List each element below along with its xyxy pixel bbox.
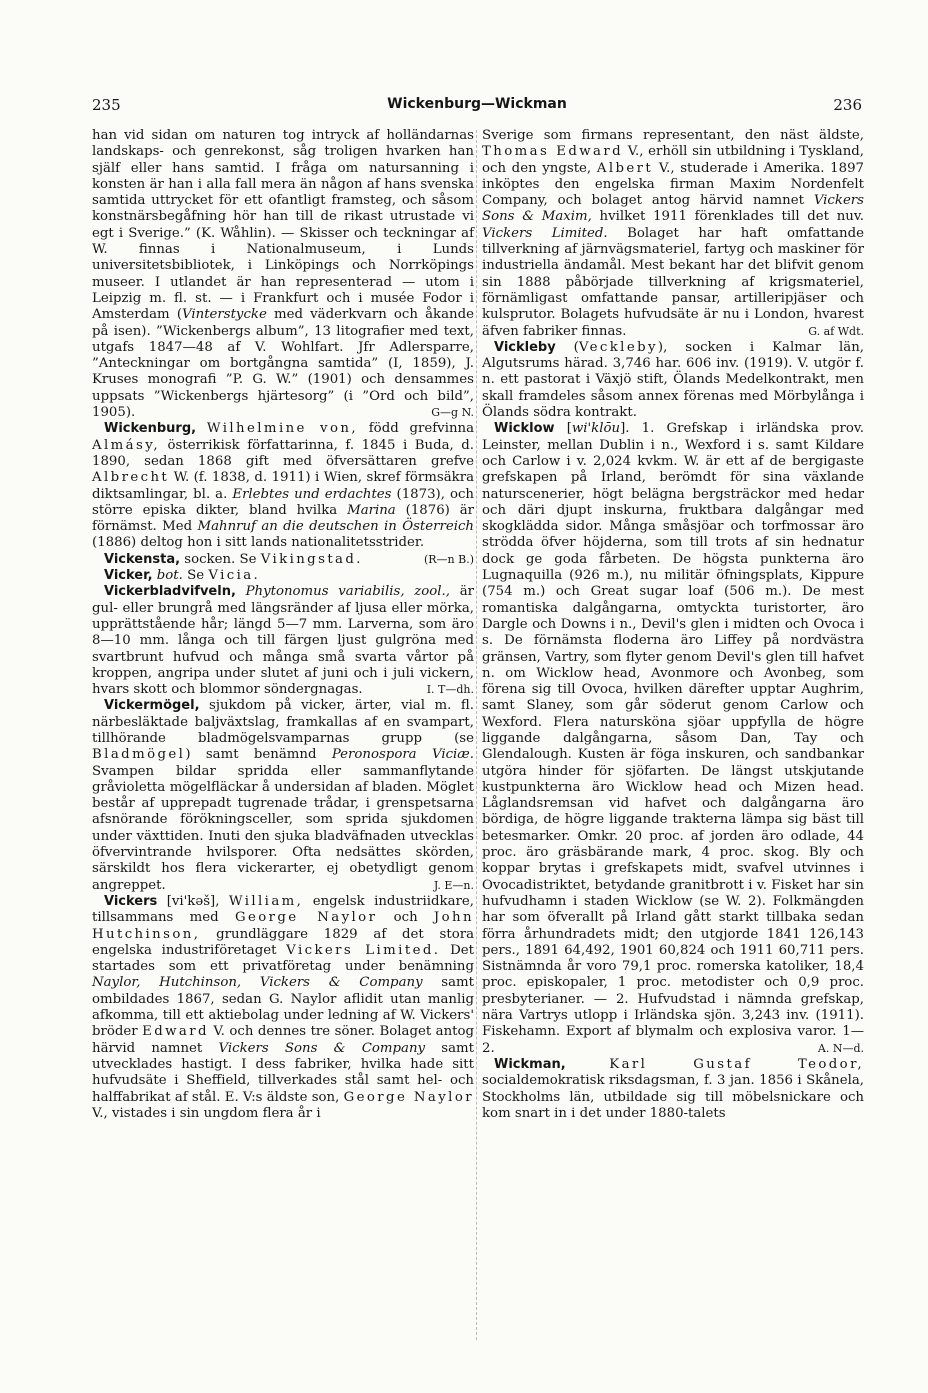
headword: Vicker, [104,568,153,584]
entry-wickenberg-continued: han vid sidan om naturen tog intryck af holländarnas landskaps- och genrekonst, såg troligen hvarken han själf eller hans samtid. I fråga om natursanning i konsten är han i alla fall mera än någon af hans svenska samtida uttrycket för ett ofantligt framsteg, och såsom konstnärsbegåfning hör han till de rikast utrustade vi egt i Sverige.” (K. Wåhlin). — Skisser och teckningar af W. finnas i Nationalmuseum, i Lunds universitetsbibliotek, i Linköpings och Norrköpings museer. I utlandet är han representerad — utom i Leipzig m. fl. st. — i Frankfurt och i musée Fodor i Amsterdam (Vinterstycke med väderkvarn och åkande på isen). ”Wickenbergs album”, 13 litografier med text, utgafs 1847—48 af V. Wohlfart. Jfr Adlersparre, ”Anteckningar om bortgångna samtida” (I, 1859), J. Kruses monografi ”P. G. W.” (1901) och densammes uppsats ”Wickenbergs hjärtesorg” (i ”Ord och bild”, 1905). G—g N. [92,128,474,421]
headword: Wickman, [494,1056,566,1072]
author-signature: I. T—dh. [426,683,474,697]
entry-wickman: Wickman, Karl Gustaf Teodor, socialdemokratisk riksdagsman, f. 3 jan. 1856 i Skånela, Stockholms län, utbildade sig till möbelsnickare och kom snart in i det under 1880-talets [482,1056,865,1121]
author-signature: G—g N. [431,406,474,420]
entry-vickleby: Vickleby (Veckleby), socken i Kalmar län, Algutsrums härad. 3,746 har. 606 inv. (1919). V. utgör f. n. ett pastorat i Växjö stift, Ölands Medelkontrakt, men skall framdeles såsom annex förenas med Mörbylånga i Ölands södra kontrakt. [482,339,864,421]
page-header [92,96,862,116]
author-signature: J. E—n. [433,878,474,892]
running-title: Wickenburg—Wickman [387,96,567,112]
author-signature: A. N—d. [817,1041,864,1055]
headword: Vickleby [494,339,556,355]
entry-vickers-continued: Sverige som firmans representant, den näst äldste, Thomas Edward V., erhöll sin utbildning i Tyskland, och den yngste, Albert V., studerade i Amerika. 1897 inköptes den engelska firman Maxim Nordenfelt Company, och bolaget antog härvid namnet Vickers Sons & Maxim, hvilket 1911 förenklades till det nuv. Vickers Limited. Bolaget har haft omfattande tillverkning af järnvägsmateriel, fartyg och maskiner för industriella ändamål. Mest bekant har det blifvit genom sin 1888 påbörjade tillverkning af krigsmateriel, förnämligast omfattande pansar, artilleripjäser och kulsprutor. Bolagets hufvudsäte är nu i London, hvarest äfven fabriker finnas. G. af Wdt. [482,128,865,339]
entry-vickers: Vickers [vi'kəš], William, engelsk industriidkare, tillsammans med George Naylor och John Hutchinson, grundläggare 1829 af det stora engelska industriföretaget Vickers Limited. Det startades som ett privatföretag under benämning Naylor, Hutchinson, Vickers & Company samt ombildades 1867, sedan G. Naylor aflidit utan manlig afkomma, till ett aktiebolag under ledning af W. Vickers' bröder Edward V. och dennes tre söner. Bolaget antog härvid namnet Vickers Sons & Company samt utvecklades hastigt. I dess fabriker, hvilka hade sitt hufvudsäte i Sheffield, tillverkades stål samt hel- och halffabrikat af stål. E. V:s äldste son, George Naylor V., vistades i sin ungdom flera år i [92,893,475,1121]
entry-vickensta: Vickensta, socken. Se Vikingstad. [104,551,363,567]
entry-vickermogel: Vickermögel, sjukdom på vicker, ärter, vial m. fl. närbesläktade baljväxtslag, framkallas af en svampart, tillhörande bladmögelsvamparnas grupp (se Bladmögel) samt benämnd Peronospora Viciæ. Svampen bildar spridda eller sammanflytande gråvioletta mögelfläckar å undersidan af bladen. Möglet består af upprepadt tugrenade trådar, i grenspetsarna afsnörande förökningsceller, som sprida sjukdomen under växttiden. Inuti den sjuka bladväfnaden utvecklas öfvervintrande hvilsporer. Ofta nedsättes skörden, särskildt hos flera vickerarter, ej obetydligt genom angreppet. J. E—n. [92,698,474,893]
left-column [92,128,474,1122]
author-signature: G. af Wdt. [808,324,864,338]
page-number-left: 235 [92,96,121,114]
right-column [482,128,864,1122]
headword: Vickers [104,893,158,909]
author-signature: (R—n B.) [423,552,474,566]
page-number-right: 236 [833,96,862,114]
entry-vicker: Vicker, bot. Se Vicia. [104,568,261,584]
headword: Vickerbladvifveln, [104,584,236,600]
column-divider [476,130,477,1340]
entry-wickenburg: Wickenburg, Wilhelmine von, född grefvinna Almásy, österrikisk författarinna, f. 1845 i Buda, d. 1890, sedan 1868 gift med öfversättaren grefve Albrecht W. (f. 1838, d. 1911) i Wien, skref förmsäkra diktsamlingar, bl. a. Erlebtes und erdachtes (1873), och större episka dikter, bland hvilka Marina (1876) är förnämst. Med Mahnruf an die deutschen in Österreich (1886) deltog hon i sitt lands nationalitetsstrider. (R—n B.) [92,421,474,551]
entry-vickerbladvifveln: Vickerbladvifveln, Phytonomus variabilis, zool., är gul- eller brungrå med längsränder af ljusa eller mörka, upprättstående hår; längd 5—7 mm. Larverna, som äro 8—10 mm. långa och till färgen ljust gulgröna med svartbrunt hufvud och många små svarta vårtor på kroppen, angripa under slutet af juni och i juli vickern, hvars skott och blommor söndergnagas. I. T—dh. [92,584,474,698]
entry-wicklow: Wicklow [wi'klōu]. 1. Grefskap i irländska prov. Leinster, mellan Dublin i n., Wexford i s. samt Kildare och Carlow i v. 2,024 kvkm. W. är ett af de bergigaste grefskapen på Irland, berömdt för sina växlande naturscenerier, högt belägna bergsträckor med hedar och däri djupt inskurna, fruktbara dalgångar med skogklädda sidor. Många småsjöar och torfmossar äro strödda öfver höjderna, som till trots af sin hednatur dock ge goda fårbeten. De högsta punkterna äro Lugnaquilla (926 m.), nu militär öfningsplats, Kippure (754 m.) och Great sugar loaf (506 m.). De mest romantiska dalgångarna, omtyckta turistorter, äro Dargle och Downs i n., Devil's glen i midten och Ovoca i s. De förnämsta floderna äro Liffey på nordvästra gränsen, Vartry, som flyter genom Devil's glen till hafvet n. om Wicklow head, Avonmore och Avonbeg, som förena sig till Ovoca, hvilken därefter upptar Aughrim, samt Slaney, som går söderut genom Carlow och Wexford. Flera natursköna sjöar uppfylla de högre liggande dalgångarna, såsom Dan, Tay och Glendalough. Kusten är föga inskuren, och sandbankar utgöra hinder för sjöfarten. De längst utskjutande kustpunkterna äro Wicklow head och Mizen head. Låglandsremsan vid hafvet och dalgångarna äro bördiga, de högre liggande trakterna lämpa sig bäst till betesmarker. Omkr. 20 proc. af jorden äro odlade, 44 proc. äro gräsbärande mark, 4 proc. skog. Bly och koppar brytas i grefskapets midt, svafvel utvinnes i Ovocadistriktet, betydande granitbrott i v. Fisket har sin hufvudhamn i staden Wicklow (se W. 2). Folkmängden har som öfverallt på Irland gått starkt tillbaka sedan förra århundradets midt; den utgjorde 1841 126,143 pers., 1891 64,492, 1901 60,824 och 1911 60,711 pers. Sistnämnda år voro 79,1 proc. romerska katoliker, 18,4 proc. episkopaler, 1 proc. metodister och 0,9 proc. presbyterianer. — 2. Hufvudstad i nämnda grefskap, nära Vartrys utlopp i Irländska sjön. 3,243 inv. (1911). Fiskehamn. Export af blymalm och explosiva varor. 1—2. A. N—d. [482,421,864,1056]
headword: Vickermögel, [104,698,200,714]
headword: Wickenburg, [104,421,197,437]
headword: Wicklow [494,421,555,437]
headword: Vickensta, [104,551,181,567]
